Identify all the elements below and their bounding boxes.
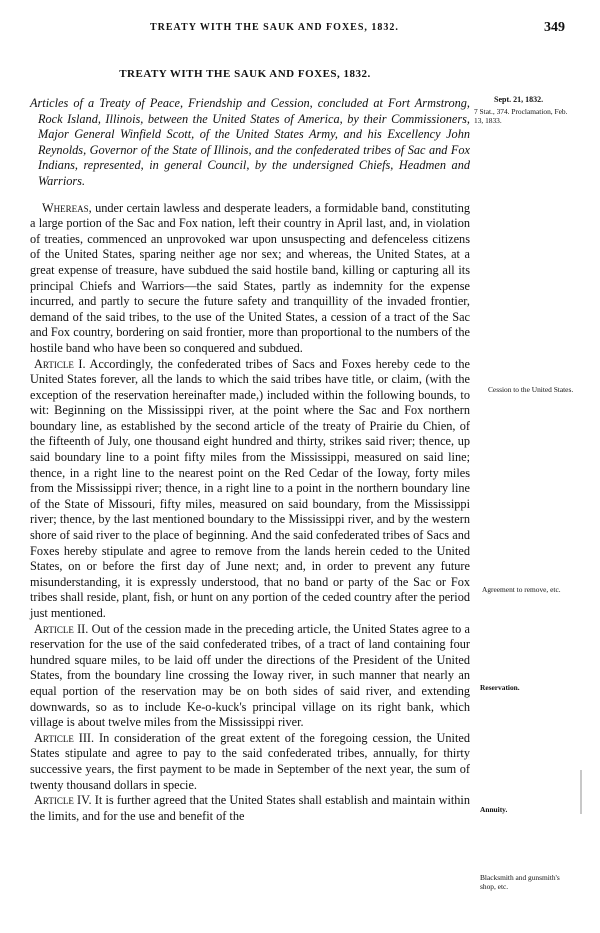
treaty-title: TREATY WITH THE SAUK AND FOXES, 1832.: [119, 68, 371, 80]
margin-note-annuity: Annuity.: [480, 805, 508, 814]
preamble: Articles of a Treaty of Peace, Friendship and Cession, concluded at Fort Armstrong, Rock Island, Illinois, between the United States of America, by their Commissioners, Major General Winfield Scott, of the United States Army, and his Excellency John Reynolds, Governor of the State of Illinois, and the confederated tribes of Sac and Fox Indians, represented, in general Council, by the undersigned Chiefs, Headmen and Warriors.: [30, 96, 470, 188]
margin-note-agreement: Agreement to remove, etc.: [482, 585, 561, 594]
page-number: 349: [544, 20, 565, 35]
running-title: TREATY WITH THE SAUK AND FOXES, 1832.: [150, 22, 399, 33]
margin-note-date: Sept. 21, 1832.: [494, 95, 544, 104]
article-1-label: Article I.: [34, 356, 86, 371]
margin-note-statute: 7 Stat., 374. Proclamation, Feb. 13, 1833.: [474, 107, 568, 125]
whereas-paragraph: [30, 201, 470, 357]
whereas-text: , under certain lawless and desperate leaders, a formidable band, constituting a large portion of the Sac and Fox nation, left their country in April last, and, in violation of treaties, commenced an unprovoked war upon unsuspecting and defenceless citizens of the United States, sparing neither age nor sex; and whereas, the United States, at a great expense of treasure, have subdued the said hostile band, killing or capturing all its principal Chiefs and Warriors—the said States, partly as indemnity for the expense incurred, and partly to secure the future safety and tranquillity of the invaded frontier, demand of the said tribes, to the use of the United States, a cession of a tract of the Sac and Fox country, bordering on said frontier, more than proportional to the numbers of the hostile band who have been so conquered and subdued.: [30, 200, 470, 355]
article-4: [30, 793, 470, 824]
article-4-label: Article IV.: [34, 793, 92, 808]
article-4-text: It is further agreed that the United States shall establish and maintain within the limits, and for the use and benefit of the: [30, 793, 470, 823]
article-2-label: Article II.: [34, 621, 89, 636]
margin-note-reservation: Reservation.: [480, 683, 520, 692]
article-2: [30, 622, 470, 731]
article-3-label: Article III.: [34, 730, 95, 745]
article-1-text: Accordingly, the confederated tribes of Sacs and Foxes hereby cede to the United States forever, all the lands to which the said tribes have title, or claim, (with the exception of the reservation hereinafter made,) included within the following bounds, to wit: Beginning on the Mississippi river, at the point where the Sac and Fox northern boundary line, as established by the second article of the treaty of Prairie du Chien, of the fifteenth of July, one thousand eight hundred and thirty, strikes said river; thence, up said boundary line to a point fifty miles from the Mississippi, measured on said line; thence, in a right line to the nearest point on the Red Cedar of the Ioway, forty miles from the Mississippi river; thence, in a right line to a point in the northern boundary line of the State of Missouri, fifty miles, measured on said boundary, from the Mississippi river; thence, by the last mentioned boundary to the Mississippi river, and by the western shore of said river to the place of beginning. And the said confederated tribes of Sacs and Foxes hereby stipulate and agree to remove from the lands herein ceded to the United States, on or before the first day of June next; and, in order to prevent any future misunderstanding, it is expressly understood, that no band or party of the Sac or Fox tribes shall reside, plant, fish, or hunt on any portion of the ceded country after the period just mentioned.: [30, 356, 470, 620]
article-2-text: Out of the cession made in the preceding article, the United States agree to a reservation for the use of the said confederated tribes, of a tract of land containing four hundred square miles, to be laid off under the directions of the President of the United States, from the boundary line crossing the Ioway river, in such manner that nearly an equal portion of the reservation may be on both sides of said river, and extending downwards, so as to include Ke-o-kuck's principal village on its right bank, which village is about twelve miles from the Mississippi river.: [30, 621, 470, 730]
article-3: [30, 731, 470, 793]
margin-note-blacksmith: Blacksmith and gunsmith's shop, etc.: [480, 873, 560, 891]
whereas-label: Whereas: [42, 200, 89, 215]
article-1: [30, 357, 470, 622]
article-3-text: In consideration of the great extent of the foregoing cession, the United States stipulate and agree to pay to the said confederated tribes, annually, for thirty successive years, the first payment to be made in September of the next year, the sum of twenty thousand dollars in specie.: [30, 730, 470, 792]
margin-note-cession: Cession to the United States.: [488, 385, 574, 394]
main-text: [30, 96, 470, 824]
scan-artifact: [580, 770, 582, 814]
